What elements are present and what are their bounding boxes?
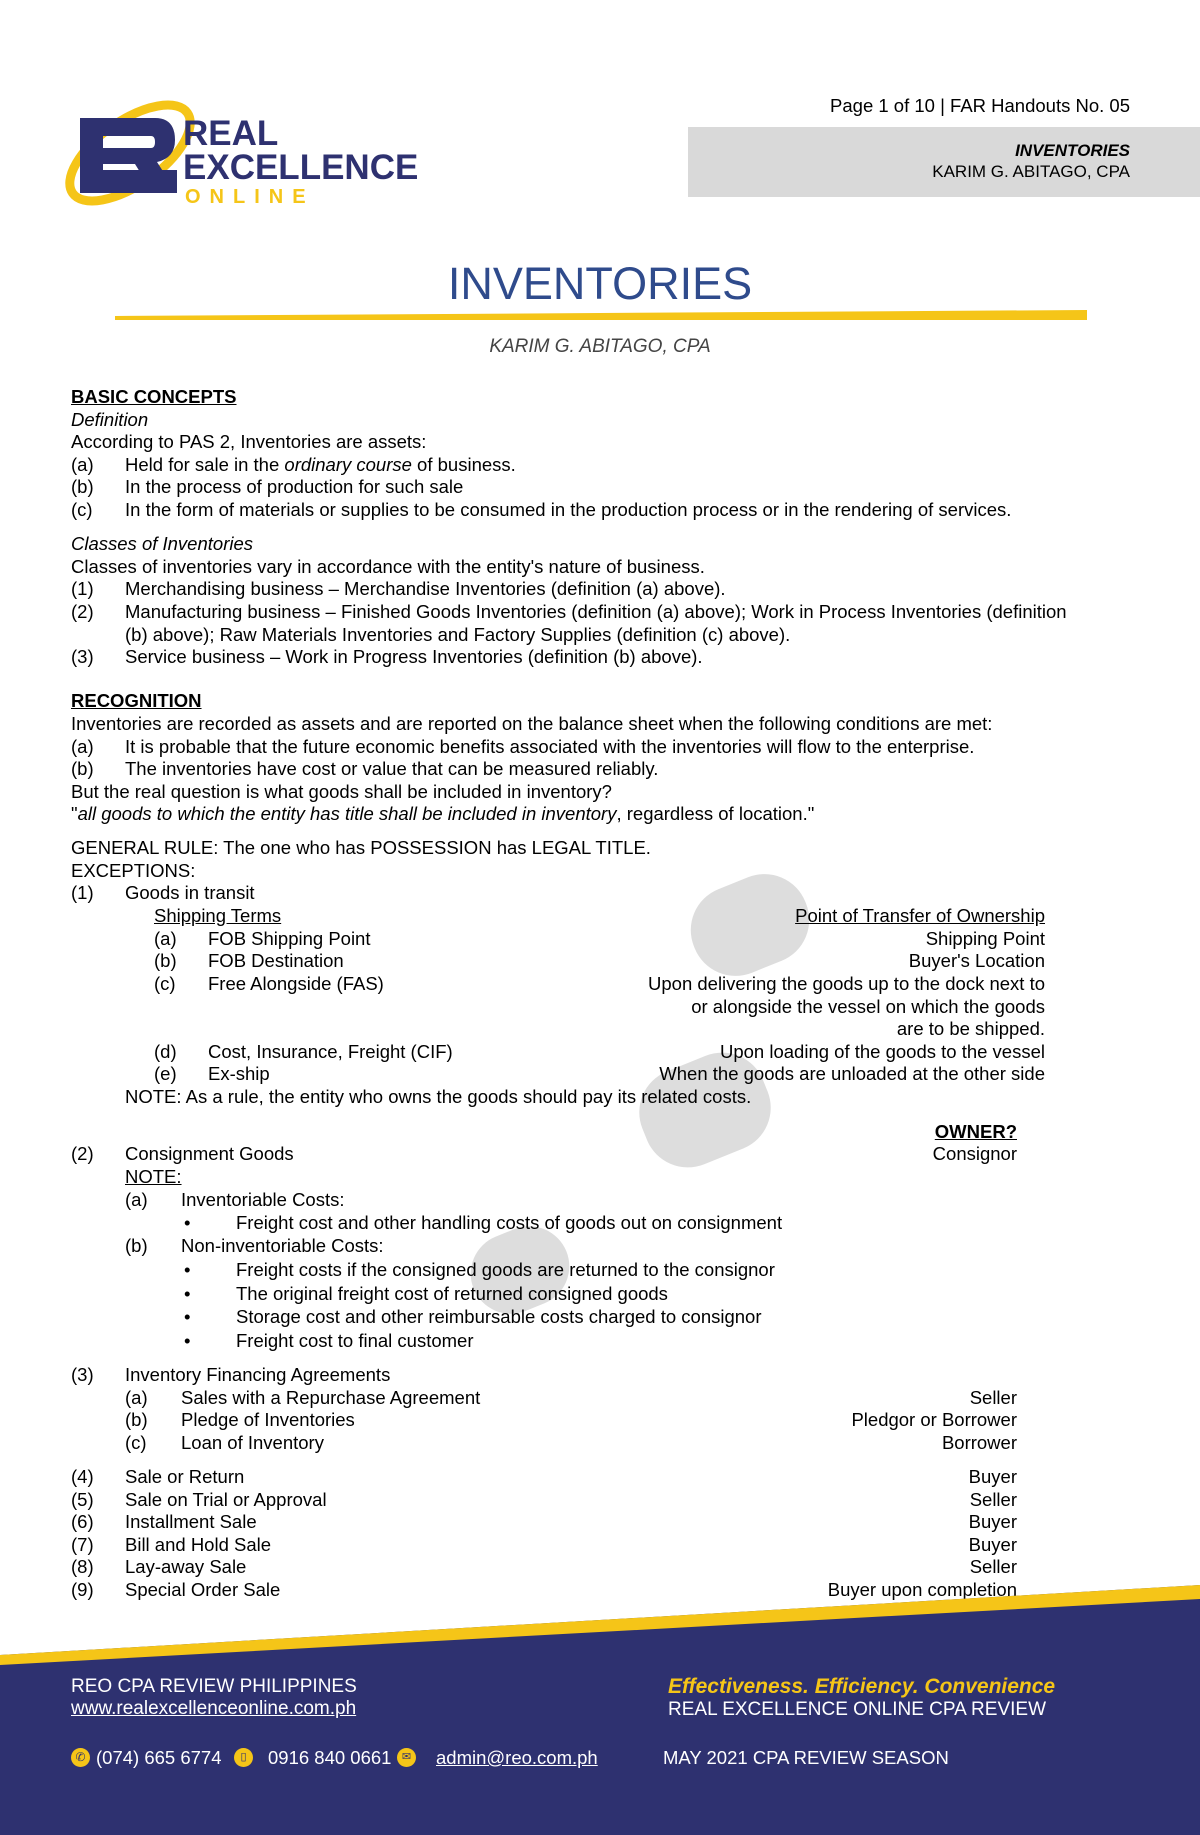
- logo: [55, 88, 475, 218]
- definition-item-num: (b): [71, 476, 94, 497]
- transfer-point: Upon delivering the goods up to the dock next to: [648, 973, 1045, 994]
- cost-bullet: Freight cost and other handling costs of goods out on consignment: [236, 1212, 783, 1233]
- exception-label: Installment Sale: [125, 1511, 257, 1532]
- owner-value: Pledgor or Borrower: [851, 1409, 1017, 1430]
- definition-item: In the process of production for such sale: [125, 476, 464, 497]
- page-title: INVENTORIES: [447, 258, 753, 309]
- cost-bullet: Freight costs if the consigned goods are returned to the consignor: [236, 1259, 775, 1280]
- exception-num: (7): [71, 1534, 94, 1555]
- classes-intro: Classes of inventories vary in accordance with the entity's nature of business.: [71, 556, 705, 577]
- header-box-author: KARIM G. ABITAGO, CPA: [932, 162, 1130, 181]
- term-num: (b): [154, 950, 177, 971]
- header-box-title: INVENTORIES: [1015, 141, 1130, 160]
- transfer-point-continued: are to be shipped.: [896, 1018, 1045, 1039]
- transfer-point-header: Point of Transfer of Ownership: [795, 905, 1045, 926]
- bullet-icon: •: [184, 1283, 191, 1304]
- mail-icon: ✉: [397, 1748, 416, 1767]
- footer-name: REAL EXCELLENCE ONLINE CPA REVIEW: [668, 1699, 1047, 1720]
- exception-num: (6): [71, 1511, 94, 1532]
- financing-num: (b): [125, 1409, 148, 1430]
- recognition-question: But the real question is what goods shall be included in inventory?: [71, 781, 612, 802]
- class-item-continued: (b) above); Raw Materials Inventories and Factory Supplies (definition (c) above).: [125, 624, 791, 645]
- bullet-icon: •: [184, 1212, 191, 1233]
- cost-bullet: Storage cost and other reimbursable costs charged to consignor: [236, 1306, 762, 1327]
- recognition-quote: "all goods to which the entity has title shall be included in inventory, regardless of location.": [71, 803, 815, 824]
- exception-num: (1): [71, 882, 94, 903]
- definition-intro: According to PAS 2, Inventories are assets:: [71, 431, 427, 452]
- consignment-note: NOTE:: [125, 1166, 182, 1187]
- financing-num: (a): [125, 1387, 148, 1408]
- exception-label: Consignment Goods: [125, 1143, 294, 1164]
- term-num: (e): [154, 1063, 177, 1084]
- footer-mobile: 0916 840 0661: [268, 1747, 392, 1768]
- transfer-point-continued: or alongside the vessel on which the goods: [691, 996, 1045, 1017]
- shipping-term: Cost, Insurance, Freight (CIF): [208, 1041, 453, 1062]
- bullet-icon: •: [184, 1330, 191, 1351]
- class-item: Service business – Work in Progress Inventories (definition (b) above).: [125, 646, 703, 667]
- exception-num: (2): [71, 1143, 94, 1164]
- classes-label: Classes of Inventories: [71, 533, 254, 554]
- owner-value: Seller: [969, 1556, 1017, 1577]
- exception-label: Sale on Trial or Approval: [125, 1489, 327, 1510]
- transit-note: NOTE: As a rule, the entity who owns the goods should pay its related costs.: [125, 1086, 752, 1107]
- general-rule: GENERAL RULE: The one who has POSSESSION has LEGAL TITLE.: [71, 837, 651, 858]
- class-item-num: (1): [71, 578, 94, 599]
- exceptions-label: EXCEPTIONS:: [71, 860, 196, 881]
- class-item: Merchandising business – Merchandise Inventories (definition (a) above).: [125, 578, 726, 599]
- transfer-point: Buyer's Location: [908, 950, 1045, 971]
- logo-line1: REAL: [183, 114, 279, 153]
- owner-value: Seller: [969, 1387, 1017, 1408]
- recognition-item-num: (a): [71, 736, 94, 757]
- footer-tagline: Effectiveness. Efficiency. Convenience: [668, 1675, 1056, 1698]
- shipping-term: Free Alongside (FAS): [208, 973, 384, 994]
- phone-icon: ✆: [71, 1748, 90, 1767]
- footer-phone: (074) 665 6774: [96, 1747, 222, 1768]
- owner-value: Buyer: [968, 1511, 1017, 1532]
- shipping-terms-header: Shipping Terms: [154, 905, 282, 926]
- owner-value: Buyer: [968, 1466, 1017, 1487]
- exception-num: (8): [71, 1556, 94, 1577]
- transfer-point: When the goods are unloaded at the other side: [659, 1063, 1045, 1084]
- cost-bullet: Freight cost to final customer: [236, 1330, 474, 1351]
- cost-group-label: Inventoriable Costs:: [181, 1189, 345, 1210]
- financing-item: Pledge of Inventories: [181, 1409, 355, 1430]
- logo-line2: EXCELLENCE: [183, 148, 419, 187]
- recognition-intro: Inventories are recorded as assets and are reported on the balance sheet when the following conditions are met:: [71, 713, 993, 734]
- shipping-term: Ex-ship: [208, 1063, 270, 1084]
- exception-label: Inventory Financing Agreements: [125, 1364, 391, 1385]
- owner-value: Borrower: [941, 1432, 1017, 1453]
- recognition-item: The inventories have cost or value that can be measured reliably.: [125, 758, 659, 779]
- footer-email[interactable]: admin@reo.com.ph: [436, 1747, 598, 1768]
- definition-item-num: (a): [71, 454, 94, 475]
- shipping-term: FOB Destination: [208, 950, 344, 971]
- owner-value: Buyer upon completion: [827, 1579, 1017, 1600]
- owner-header: OWNER?: [934, 1121, 1017, 1142]
- class-item: Manufacturing business – Finished Goods Inventories (definition (a) above); Work in Process Inventories (definition: [125, 601, 1067, 622]
- exception-num: (4): [71, 1466, 94, 1487]
- mobile-icon: ▯: [234, 1748, 253, 1767]
- financing-item: Loan of Inventory: [181, 1432, 324, 1453]
- footer-website[interactable]: www.realexcellenceonline.com.ph: [71, 1698, 357, 1719]
- owner-value: Seller: [969, 1489, 1017, 1510]
- owner-value: Buyer: [968, 1534, 1017, 1555]
- class-item-num: (3): [71, 646, 94, 667]
- section-heading-basic: BASIC CONCEPTS: [71, 386, 237, 407]
- definition-item-num: (c): [71, 499, 93, 520]
- owner-value: Consignor: [932, 1143, 1017, 1164]
- exception-num: (9): [71, 1579, 94, 1600]
- bullet-icon: •: [184, 1306, 191, 1327]
- bullet-icon: •: [184, 1259, 191, 1280]
- exception-num: (5): [71, 1489, 94, 1510]
- footer-season: MAY 2021 CPA REVIEW SEASON: [663, 1747, 949, 1768]
- recognition-item-num: (b): [71, 758, 94, 779]
- term-num: (d): [154, 1041, 177, 1062]
- exception-label: Goods in transit: [125, 882, 255, 903]
- logo-line3: ONLINE: [185, 186, 315, 208]
- cost-group-label: Non-inventoriable Costs:: [181, 1235, 384, 1256]
- definition-label: Definition: [71, 409, 149, 430]
- term-num: (a): [154, 928, 177, 949]
- financing-item: Sales with a Repurchase Agreement: [181, 1387, 481, 1408]
- exception-label: Bill and Hold Sale: [125, 1534, 272, 1555]
- transfer-point: Shipping Point: [925, 928, 1045, 949]
- recognition-item: It is probable that the future economic benefits associated with the inventories will flow to the enterprise.: [125, 736, 975, 757]
- definition-item: Held for sale in the ordinary course of business.: [125, 454, 516, 475]
- exception-num: (3): [71, 1364, 94, 1385]
- page-info: Page 1 of 10 | FAR Handouts No. 05: [830, 95, 1130, 116]
- title-underline: [115, 310, 1087, 320]
- exception-label: Special Order Sale: [125, 1579, 281, 1600]
- shipping-term: FOB Shipping Point: [208, 928, 371, 949]
- cost-group-num: (a): [125, 1189, 148, 1210]
- exception-label: Sale or Return: [125, 1466, 245, 1487]
- financing-num: (c): [125, 1432, 147, 1453]
- section-heading-recognition: RECOGNITION: [71, 690, 202, 711]
- definition-item: In the form of materials or supplies to be consumed in the production process or in the rendering of services.: [125, 499, 1012, 520]
- document-author: KARIM G. ABITAGO, CPA: [489, 336, 711, 357]
- transfer-point: Upon loading of the goods to the vessel: [719, 1041, 1045, 1062]
- cost-group-num: (b): [125, 1235, 148, 1256]
- cost-bullet: The original freight cost of returned consigned goods: [236, 1283, 668, 1304]
- term-num: (c): [154, 973, 176, 994]
- class-item-num: (2): [71, 601, 94, 622]
- footer-org: REO CPA REVIEW PHILIPPINES: [71, 1676, 357, 1697]
- exception-label: Lay-away Sale: [125, 1556, 247, 1577]
